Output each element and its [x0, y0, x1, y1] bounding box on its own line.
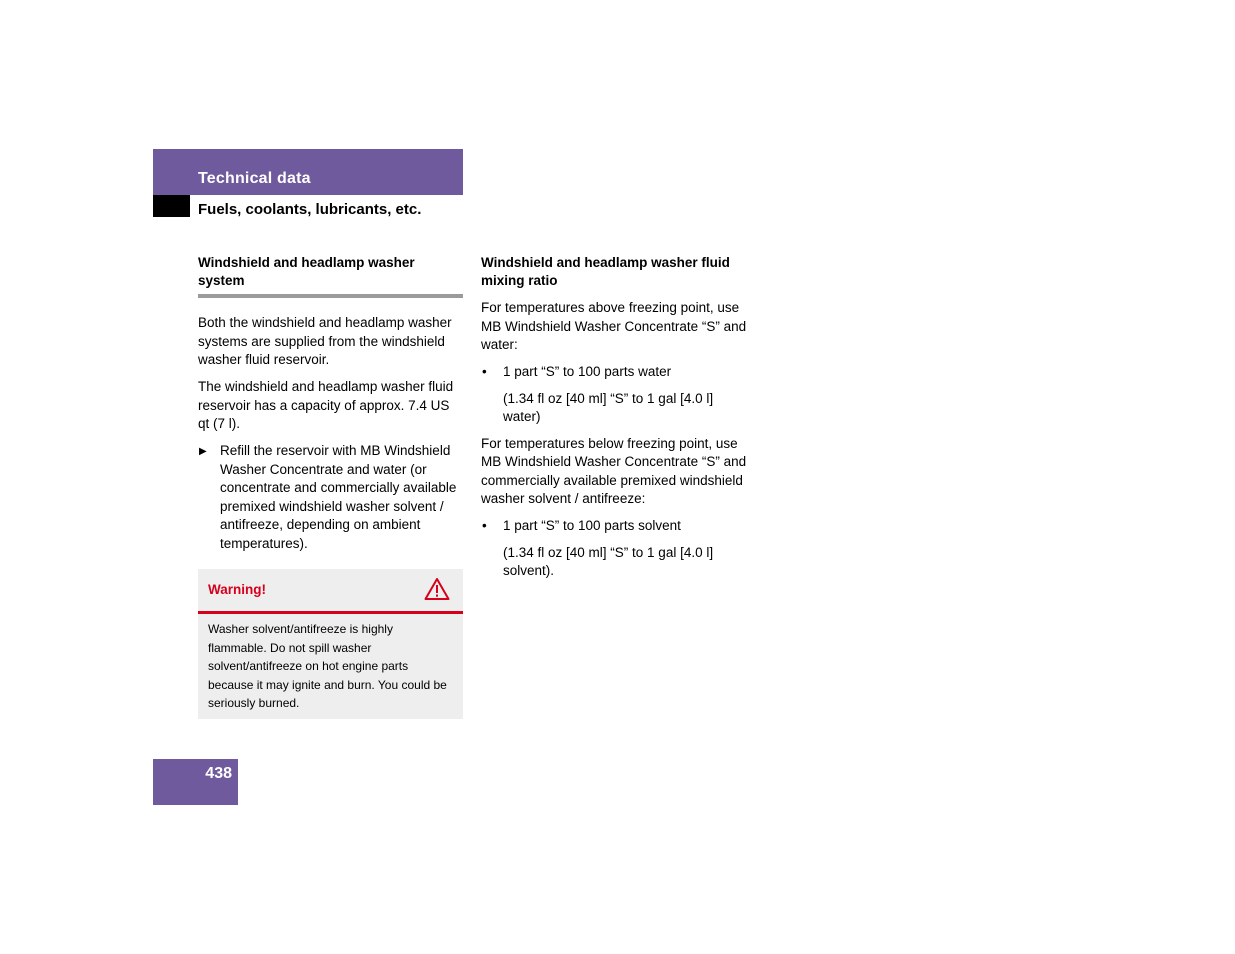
- warning-label: Warning!: [208, 582, 266, 597]
- warning-triangle-icon: [424, 577, 450, 607]
- section-marker: [153, 195, 190, 217]
- warning-text: Washer solvent/antifreeze is highly flammable. Do not spill washer solvent/antifreeze on hot engine parts because it may ignite and burn. You could be seriously burned.: [208, 622, 447, 711]
- right-paragraph-1: For temperatures above freezing point, use MB Windshield Washer Concentrate “S” and water:: [481, 300, 747, 352]
- right-paragraph-2: For temperatures below freezing point, use MB Windshield Washer Concentrate “S” and commercially available premixed windshield washer solvent / antifreeze:: [481, 435, 747, 506]
- left-heading: Windshield and headlamp washer system: [198, 255, 415, 288]
- heading-rule: [198, 294, 463, 298]
- chapter-title: Technical data: [198, 170, 311, 187]
- bullet-icon: •: [482, 518, 487, 533]
- left-paragraph-1: Both the windshield and headlamp washer systems are supplied from the windshield washer fluid reservoir.: [198, 315, 452, 367]
- arrow-right-icon: ▶: [199, 446, 207, 457]
- section-title: Fuels, coolants, lubricants, etc.: [198, 201, 422, 218]
- bullet-1-text: 1 part “S” to 100 parts water: [503, 364, 672, 379]
- right-column: [481, 254, 751, 589]
- instruction-text: Refill the reservoir with MB Windshield Washer Concentrate and water (or concentrate and commercially available premixed windshield washer solvent / antifreeze, depending on ambient temperatures).: [220, 443, 457, 551]
- page-number-box: [153, 759, 238, 805]
- bullet-icon: •: [482, 364, 487, 379]
- warning-header: [198, 569, 463, 614]
- left-paragraph-2: The windshield and headlamp washer fluid reservoir has a capacity of approx. 7.4 US qt (7 l).: [198, 379, 454, 431]
- detail-1: (1.34 fl oz [40 ml] “S” to 1 gal [4.0 l] water): [503, 390, 714, 424]
- left-column: [198, 254, 463, 719]
- instruction-item: [198, 442, 463, 553]
- right-heading: Windshield and headlamp washer fluid mixing ratio: [481, 255, 730, 288]
- bullet-2-text: 1 part “S” to 100 parts solvent: [503, 518, 681, 533]
- list-item: [481, 517, 751, 536]
- page-number: 438: [205, 765, 232, 782]
- warning-box: [198, 569, 463, 719]
- detail-2: (1.34 fl oz [40 ml] “S” to 1 gal [4.0 l] solvent).: [503, 544, 714, 578]
- list-item: [481, 363, 751, 382]
